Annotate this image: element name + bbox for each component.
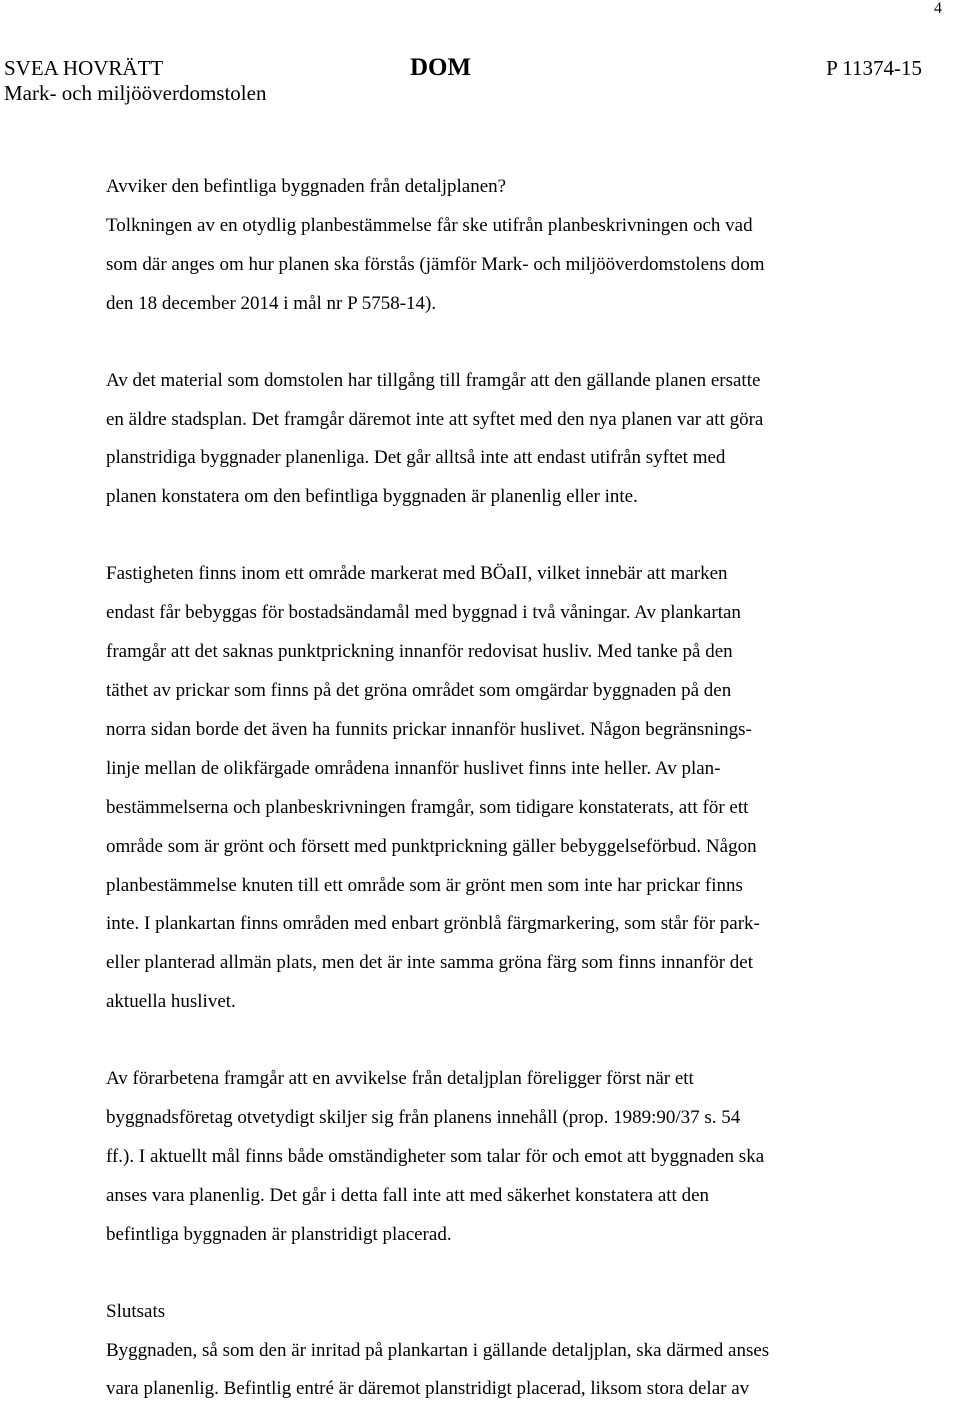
text-line: täthet av prickar som finns på det gröna området som omgärdar byggnaden på den [106, 679, 732, 701]
text-line: befintliga byggnaden är planstridigt placerad. [106, 1223, 452, 1245]
case-number: P 11374-15 [826, 56, 922, 80]
document-type: DOM [410, 54, 472, 81]
text-line: bestämmelserna och planbeskrivningen framgår, som tidigare konstaterats, att för ett [106, 796, 749, 818]
text-line: inte. I plankartan finns områden med enbart grönblå färgmarkering, som står för park- [106, 913, 760, 935]
text-line: linje mellan de olikfärgade områdena innanför huslivet finns inte heller. Av plan- [106, 757, 721, 779]
paragraph [106, 1060, 906, 1255]
text-line: endast får bebyggas för bostadsändamål med byggnad i två våningar. Av plankartan [106, 602, 741, 624]
text-line: den 18 december 2014 i mål nr P 5758-14). [106, 292, 437, 314]
text-line: eller planterad allmän plats, men det är inte samma gröna färg som finns innanför det [106, 952, 754, 974]
document-body [106, 168, 906, 1409]
text-line: framgår att det saknas punktprickning innanför redovisat husliv. Med tanke på den [106, 641, 733, 663]
text-line: aktuella huslivet. [106, 991, 236, 1013]
text-line: Av det material som domstolen har tillgång till framgår att den gällande planen ersatte [106, 369, 761, 391]
text-line: planstridiga byggnader planenliga. Det går alltså inte att endast utifrån syftet med [106, 447, 726, 469]
text-line: område som är grönt och försett med punktprickning gäller bebyggelseförbud. Någon [106, 835, 757, 857]
paragraph [106, 362, 906, 518]
text-line: Fastigheten finns inom ett område markerat med BÖaII, vilket innebär att marken [106, 563, 728, 585]
paragraph [106, 168, 906, 324]
court-division: Mark- och miljööverdomstolen [4, 81, 267, 105]
text-line: byggnadsföretag otvetydigt skiljer sig från planens innehåll (prop. 1989:90/37 s. 54 [106, 1107, 741, 1129]
text-line: planen konstatera om den befintliga byggnaden är planenlig eller inte. [106, 486, 638, 508]
text-line: ff.). I aktuellt mål finns både omständigheter som talar för och emot att byggnaden ska [106, 1145, 765, 1167]
text-line: Av förarbetena framgår att en avvikelse från detaljplan föreligger först när ett [106, 1068, 694, 1090]
paragraph [106, 1332, 906, 1409]
page-number: 4 [934, 0, 942, 17]
text-line: norra sidan borde det även ha funnits prickar innanför huslivet. Någon begränsnings- [106, 718, 752, 740]
text-line: Tolkningen av en otydlig planbestämmelse får ske utifrån planbeskrivningen och vad [106, 214, 753, 236]
text-line: anses vara planenlig. Det går i detta fall inte att med säkerhet konstatera att den [106, 1184, 710, 1206]
paragraph [106, 555, 906, 1022]
court-name: SVEA HOVRÄTT [4, 56, 164, 80]
text-line: Avviker den befintliga byggnaden från detaljplanen? [106, 176, 507, 197]
text-line: Byggnaden, så som den är inritad på plankartan i gällande detaljplan, ska därmed anses [106, 1339, 770, 1361]
text-line: vara planenlig. Befintlig entré är däremot planstridigt placerad, liksom stora delar av [106, 1378, 750, 1400]
text-line: som där anges om hur planen ska förstås (jämför Mark- och miljööverdomstolens dom [106, 253, 765, 275]
text-line: en äldre stadsplan. Det framgår däremot inte att syftet med den nya planen var att göra [106, 408, 764, 430]
section-heading: Slutsats [106, 1300, 166, 1322]
text-line: planbestämmelse knuten till ett område som är grönt men som inte har prickar finns [106, 874, 743, 896]
